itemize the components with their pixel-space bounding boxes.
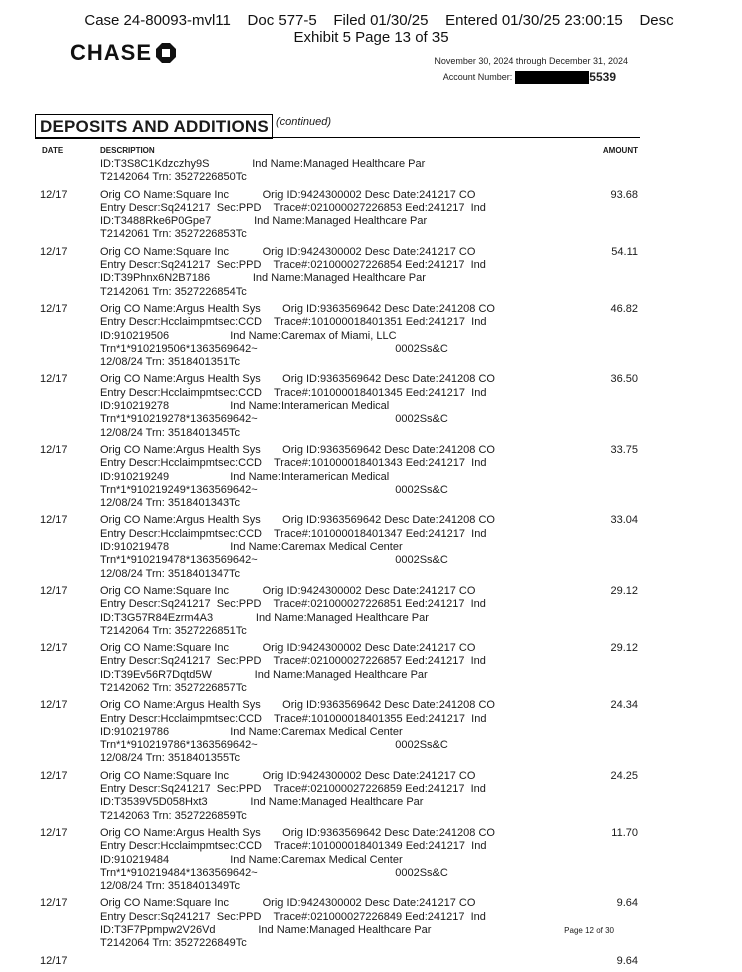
description-line: ID:T39Phnx6N2B7186 Ind Name:Managed Healthcare Par bbox=[100, 272, 426, 285]
description-line: T2142063 Trn: 3527226859Tc bbox=[100, 809, 247, 822]
transaction-amount: 9.64 bbox=[616, 897, 638, 910]
transaction-date: 12/17 bbox=[40, 514, 68, 527]
transaction-row bbox=[0, 246, 742, 303]
transaction-date: 12/17 bbox=[40, 584, 68, 597]
description-line: Trn*1*910219278*1363569642~ 0002Ss&C bbox=[100, 413, 448, 426]
description-line: 12/08/24 Trn: 3518401349Tc bbox=[100, 880, 241, 893]
transaction-date: 12/17 bbox=[40, 302, 68, 315]
description-line: T2142061 Trn: 3527226854Tc bbox=[100, 285, 247, 298]
column-header-amount: AMOUNT bbox=[602, 146, 638, 155]
transaction-row bbox=[0, 585, 742, 642]
transaction-row bbox=[0, 827, 742, 897]
description-line: T2142062 Trn: 3527226857Tc bbox=[100, 681, 247, 694]
description-line: 12/08/24 Trn: 3518401343Tc bbox=[100, 497, 241, 510]
transaction-date: 12/17 bbox=[40, 188, 68, 201]
transaction-row bbox=[0, 897, 742, 954]
description-line: T2142064 Trn: 3527226849Tc bbox=[100, 937, 247, 950]
transaction-amount: 11.70 bbox=[611, 826, 638, 839]
chase-logo bbox=[70, 40, 176, 66]
description-line: Orig CO Name:Square Inc Orig ID:9424300002 Desc Date:241217 CO bbox=[100, 245, 476, 258]
transaction-amount: 29.12 bbox=[610, 642, 638, 655]
transaction-row bbox=[0, 158, 742, 189]
description-line: ID:910219506 Ind Name:Caremax of Miami, LLC bbox=[100, 329, 397, 342]
description-line: ID:T39Ev56R7Dqtd5W Ind Name:Managed Healthcare Par bbox=[100, 668, 428, 681]
transaction-row bbox=[0, 770, 742, 827]
transaction-description bbox=[100, 158, 520, 185]
description-line: ID:T3539V5D058Hxt3 Ind Name:Managed Healthcare Par bbox=[100, 796, 424, 809]
transaction-amount: 29.12 bbox=[610, 584, 638, 597]
description-line: ID:910219249 Ind Name:Interamerican Medical bbox=[100, 470, 390, 483]
transaction-row bbox=[0, 514, 742, 584]
transaction-description bbox=[100, 303, 520, 369]
transaction-date: 12/17 bbox=[40, 826, 68, 839]
description-line: ID:910219278 Ind Name:Interamerican Medical bbox=[100, 400, 390, 413]
description-line: Orig CO Name:Square Inc Orig ID:9424300002 Desc Date:241217 CO bbox=[100, 769, 476, 782]
description-line: ID:T3488Rke6P0Gpe7 Ind Name:Managed Healthcare Par bbox=[100, 215, 428, 228]
column-header-description: DESCRIPTION bbox=[100, 146, 155, 155]
description-line: Orig CO Name:Argus Health Sys Orig ID:9363569642 Desc Date:241208 CO bbox=[100, 826, 495, 839]
description-line: Orig CO Name:Argus Health Sys Orig ID:9363569642 Desc Date:241208 CO bbox=[100, 699, 495, 712]
court-header-line2: Exhibit 5 Page 13 of 35 bbox=[293, 29, 449, 46]
transaction-date: 12/17 bbox=[40, 769, 68, 782]
transaction-row bbox=[0, 642, 742, 699]
description-line: Orig CO Name:Square Inc Orig ID:9424300002 Desc Date:241217 CO bbox=[100, 584, 476, 597]
transaction-amount: 33.04 bbox=[610, 514, 638, 527]
transaction-description bbox=[100, 444, 520, 510]
description-line: Orig CO Name:Argus Health Sys Orig ID:9363569642 Desc Date:241208 CO bbox=[100, 302, 495, 315]
description-line: ID:910219484 Ind Name:Caremax Medical Center bbox=[100, 853, 403, 866]
transaction-row bbox=[0, 303, 742, 373]
account-last4: 5539 bbox=[589, 70, 616, 84]
account-number bbox=[443, 70, 616, 84]
description-line: Trn*1*910219249*1363569642~ 0002Ss&C bbox=[100, 483, 448, 496]
description-line: 12/08/24 Trn: 3518401351Tc bbox=[100, 356, 241, 369]
transaction-amount: 54.11 bbox=[611, 245, 638, 258]
description-line: Trn*1*910219478*1363569642~ 0002Ss&C bbox=[100, 554, 448, 567]
transaction-description bbox=[100, 642, 520, 695]
court-header-line1: Case 24-80093-mvl11 Doc 577-5 Filed 01/30/25 Entered 01/30/25 23:00:15 Desc bbox=[84, 12, 674, 29]
description-line: ID:T3F7Ppmpw2V26Vd Ind Name:Managed Healthcare Par bbox=[100, 924, 432, 937]
page-footer: Page 12 of 30 bbox=[564, 926, 614, 935]
description-line: Entry Descr:Hcclaimpmtsec:CCD Trace#:101000018401351 Eed:241217 Ind bbox=[100, 316, 487, 329]
description-line: ID:910219786 Ind Name:Caremax Medical Center bbox=[100, 725, 403, 738]
description-line: Entry Descr:Hcclaimpmtsec:CCD Trace#:101000018401347 Eed:241217 Ind bbox=[100, 527, 487, 540]
description-line: Trn*1*910219786*1363569642~ 0002Ss&C bbox=[100, 739, 448, 752]
description-line: ID:910219478 Ind Name:Caremax Medical Center bbox=[100, 541, 403, 554]
logo-text: CHASE bbox=[70, 40, 153, 65]
description-line: Entry Descr:Sq241217 Sec:PPD Trace#:021000027226849 Eed:241217 Ind bbox=[100, 910, 486, 923]
transaction-date: 12/17 bbox=[40, 897, 68, 910]
description-line: Orig CO Name:Argus Health Sys Orig ID:9363569642 Desc Date:241208 CO bbox=[100, 443, 495, 456]
description-line: T2142061 Trn: 3527226853Tc bbox=[100, 228, 247, 241]
description-line: T2142064 Trn: 3527226850Tc bbox=[100, 171, 247, 184]
transaction-date: 12/17 bbox=[40, 443, 68, 456]
description-line: Orig CO Name:Square Inc Orig ID:9424300002 Desc Date:241217 CO bbox=[100, 897, 476, 910]
transaction-row bbox=[0, 373, 742, 443]
section-title: DEPOSITS AND ADDITIONS bbox=[35, 114, 273, 139]
transaction-description bbox=[100, 699, 520, 765]
transaction-amount: 33.75 bbox=[610, 443, 638, 456]
transaction-row bbox=[0, 699, 742, 769]
description-line: Entry Descr:Hcclaimpmtsec:CCD Trace#:101000018401355 Eed:241217 Ind bbox=[100, 712, 487, 725]
transaction-date: 12/17 bbox=[40, 373, 68, 386]
description-line: ID:T3S8C1Kdzczhy9S Ind Name:Managed Healthcare Par bbox=[100, 158, 426, 170]
description-line: Entry Descr:Sq241217 Sec:PPD Trace#:021000027226857 Eed:241217 Ind bbox=[100, 655, 486, 668]
description-line: T2142064 Trn: 3527226851Tc bbox=[100, 624, 247, 637]
statement-period: November 30, 2024 through December 31, 2024 bbox=[434, 56, 628, 66]
transaction-amount: 24.34 bbox=[610, 699, 638, 712]
transaction-description bbox=[100, 955, 520, 968]
description-line: ID:T3G57R84Ezrm4A3 Ind Name:Managed Healthcare Par bbox=[100, 611, 429, 624]
transaction-row bbox=[0, 955, 742, 972]
description-line: Orig CO Name:Argus Health Sys Orig ID:9363569642 Desc Date:241208 CO bbox=[100, 373, 495, 386]
transaction-row bbox=[0, 189, 742, 246]
transaction-description bbox=[100, 246, 520, 299]
transaction-description bbox=[100, 770, 520, 823]
transaction-amount: 46.82 bbox=[610, 302, 638, 315]
description-line: Trn*1*910219484*1363569642~ 0002Ss&C bbox=[100, 866, 448, 879]
description-line: 12/08/24 Trn: 3518401347Tc bbox=[100, 567, 241, 580]
transaction-date: 12/17 bbox=[40, 245, 68, 258]
description-line: 12/08/24 Trn: 3518401345Tc bbox=[100, 426, 241, 439]
redaction-block bbox=[515, 71, 589, 84]
transaction-date: 12/17 bbox=[40, 699, 68, 712]
description-line: Entry Descr:Hcclaimpmtsec:CCD Trace#:101000018401345 Eed:241217 Ind bbox=[100, 386, 487, 399]
transaction-description bbox=[100, 585, 520, 638]
description-line: Entry Descr:Hcclaimpmtsec:CCD Trace#:101000018401349 Eed:241217 Ind bbox=[100, 840, 487, 853]
description-line: Orig CO Name:Square Inc Orig ID:9424300002 Desc Date:241217 CO bbox=[100, 642, 476, 655]
description-line: Trn*1*910219506*1363569642~ 0002Ss&C bbox=[100, 342, 448, 355]
description-line: Orig CO Name:Square Inc Orig ID:9424300002 Desc Date:241217 CO bbox=[100, 188, 476, 201]
section-rule bbox=[36, 137, 640, 138]
column-header-date: DATE bbox=[42, 146, 64, 155]
description-line: Entry Descr:Sq241217 Sec:PPD Trace#:021000027226859 Eed:241217 Ind bbox=[100, 783, 486, 796]
description-line: Orig CO Name:Argus Health Sys Orig ID:9363569642 Desc Date:241208 CO bbox=[100, 514, 495, 527]
transaction-amount: 24.25 bbox=[610, 769, 638, 782]
transaction-amount: 9.64 bbox=[616, 954, 638, 967]
transactions-list bbox=[0, 158, 742, 972]
transaction-description bbox=[100, 373, 520, 439]
transaction-row bbox=[0, 444, 742, 514]
description-line: 12/08/24 Trn: 3518401355Tc bbox=[100, 752, 241, 765]
transaction-date: 12/17 bbox=[40, 642, 68, 655]
description-line: Entry Descr:Hcclaimpmtsec:CCD Trace#:101000018401343 Eed:241217 Ind bbox=[100, 457, 487, 470]
transaction-description bbox=[100, 897, 520, 950]
description-line: Entry Descr:Sq241217 Sec:PPD Trace#:021000027226854 Eed:241217 Ind bbox=[100, 259, 486, 272]
transaction-amount: 36.50 bbox=[610, 373, 638, 386]
transaction-description bbox=[100, 189, 520, 242]
transaction-description bbox=[100, 514, 520, 580]
description-line: Entry Descr:Sq241217 Sec:PPD Trace#:021000027226851 Eed:241217 Ind bbox=[100, 598, 486, 611]
transaction-date: 12/17 bbox=[40, 954, 68, 967]
continued-label: (continued) bbox=[276, 116, 332, 128]
account-label: Account Number: bbox=[442, 72, 513, 82]
transaction-description bbox=[100, 827, 520, 893]
chase-octagon-icon bbox=[156, 43, 176, 63]
description-line: Entry Descr:Sq241217 Sec:PPD Trace#:021000027226853 Eed:241217 Ind bbox=[100, 201, 486, 214]
transaction-amount: 93.68 bbox=[610, 188, 638, 201]
